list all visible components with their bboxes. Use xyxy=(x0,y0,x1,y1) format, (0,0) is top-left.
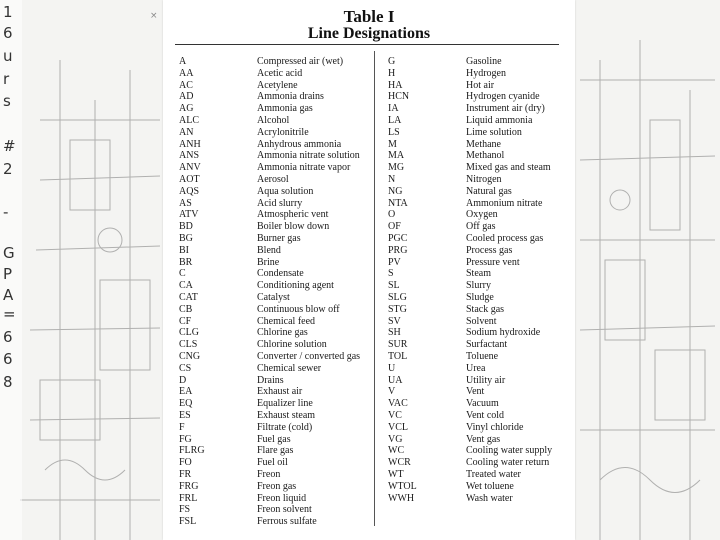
line-code: WC xyxy=(388,445,405,457)
side-char: 8 xyxy=(3,373,13,391)
line-code: SV xyxy=(388,315,401,327)
truncated-side-text xyxy=(0,0,22,540)
line-description: Oxygen xyxy=(466,209,498,221)
line-description: Toluene xyxy=(466,351,499,362)
line-code: G xyxy=(388,56,396,67)
line-code: LA xyxy=(388,115,402,126)
line-description: Hydrogen cyanide xyxy=(466,91,540,103)
line-description: Acrylonitrile xyxy=(257,126,309,138)
line-code: SUR xyxy=(388,339,408,351)
line-description: Natural gas xyxy=(466,185,512,197)
line-description: Chemical sewer xyxy=(257,362,322,374)
line-code: AC xyxy=(179,79,193,91)
line-description: Slurry xyxy=(466,280,491,292)
line-code: SLG xyxy=(388,292,407,303)
line-code: O xyxy=(388,209,396,221)
line-code: UA xyxy=(388,374,403,386)
table-subtitle: Line Designations xyxy=(307,25,431,42)
line-code: VG xyxy=(388,433,403,445)
line-code: FRL xyxy=(179,492,198,504)
line-code: CLG xyxy=(179,327,199,339)
line-code: NTA xyxy=(388,197,408,209)
line-description: Flare gas xyxy=(257,445,294,457)
line-description: Exhaust air xyxy=(257,386,303,398)
line-code: CNG xyxy=(179,351,201,362)
line-description: Hot air xyxy=(466,79,495,91)
line-description: Continuous blow off xyxy=(257,303,340,315)
line-description: Cooling water supply xyxy=(466,445,553,457)
line-description: Cooled process gas xyxy=(466,233,544,244)
line-description: Ammonia nitrate solution xyxy=(257,150,360,162)
line-description: Anhydrous ammonia xyxy=(257,138,342,150)
line-description: Drains xyxy=(257,374,284,386)
line-description: Chlorine gas xyxy=(257,327,308,339)
line-code: ANS xyxy=(179,150,200,162)
line-code: WWH xyxy=(388,492,415,504)
line-code: MA xyxy=(388,150,405,162)
line-description: Chlorine solution xyxy=(257,339,327,351)
line-description: Freon gas xyxy=(257,480,297,492)
line-code: NG xyxy=(388,185,403,197)
line-description: Aerosol xyxy=(257,174,289,185)
line-code: CB xyxy=(179,303,193,315)
line-code: CAT xyxy=(179,292,198,303)
line-description: Solvent xyxy=(466,315,497,327)
line-description: Aqua solution xyxy=(257,185,314,197)
line-code: FG xyxy=(179,433,192,445)
line-code: PV xyxy=(388,256,401,268)
line-code: ALC xyxy=(179,115,199,126)
line-code: H xyxy=(388,67,396,79)
line-code: AA xyxy=(179,67,194,79)
document-page xyxy=(150,0,575,540)
line-code: CF xyxy=(179,315,192,327)
line-description: Vacuum xyxy=(466,398,499,410)
line-description: Wash water xyxy=(466,492,513,504)
line-code: FS xyxy=(179,504,191,516)
line-code: ATV xyxy=(179,209,199,221)
line-description: Blend xyxy=(257,244,281,256)
line-description: Equalizer line xyxy=(257,398,313,410)
line-code: HCN xyxy=(388,91,410,103)
line-description: Stack gas xyxy=(466,303,505,315)
line-description: Compressed air (wet) xyxy=(257,56,344,67)
line-description: Exhaust steam xyxy=(257,410,316,421)
line-code: PGC xyxy=(388,233,408,244)
side-char: s xyxy=(3,92,11,110)
line-code: VC xyxy=(388,410,402,421)
line-description: Alcohol xyxy=(257,115,290,126)
line-description: Wet toluene xyxy=(466,480,514,492)
line-description: Filtrate (cold) xyxy=(257,421,313,433)
side-char: # xyxy=(3,137,16,155)
stray-mark: × xyxy=(150,11,158,21)
line-description: Surfactant xyxy=(466,339,508,351)
side-char: 6 xyxy=(3,24,13,42)
line-description: Vent cold xyxy=(466,410,505,421)
line-code: HA xyxy=(388,79,403,91)
line-code: CA xyxy=(179,280,193,292)
line-code: VAC xyxy=(388,398,408,410)
line-code: TOL xyxy=(388,351,408,362)
line-description: Utility air xyxy=(466,374,506,386)
line-description: Ammonia drains xyxy=(257,91,324,103)
line-description: Atmospheric vent xyxy=(257,209,329,221)
line-code: FO xyxy=(179,457,192,469)
line-description: Process gas xyxy=(466,244,513,256)
line-description: Ferrous sulfate xyxy=(257,516,317,528)
line-code: IA xyxy=(388,103,399,115)
line-code: SH xyxy=(388,327,401,339)
line-description: Ammonium nitrate xyxy=(466,197,543,209)
line-code: D xyxy=(179,374,187,386)
side-char: 6 xyxy=(3,350,13,368)
line-description: Sodium hydroxide xyxy=(466,327,541,339)
line-code: CLS xyxy=(179,339,198,351)
side-char: 2 xyxy=(3,160,13,178)
line-code: LS xyxy=(388,126,400,138)
line-description: Sludge xyxy=(466,292,494,303)
side-char: = xyxy=(3,305,16,323)
line-description: Acetic acid xyxy=(257,67,303,79)
line-description: Vent xyxy=(466,386,485,398)
line-code: U xyxy=(388,362,396,374)
line-description: Catalyst xyxy=(257,292,290,303)
line-code: WTOL xyxy=(388,480,417,492)
line-code: M xyxy=(388,138,397,150)
line-code: AG xyxy=(179,103,194,115)
line-description: Brine xyxy=(257,256,280,268)
line-code: ES xyxy=(179,410,191,421)
line-code: WCR xyxy=(388,457,411,469)
line-code: C xyxy=(179,268,186,280)
side-char: 6 xyxy=(3,328,13,346)
line-description: Condensate xyxy=(257,268,304,280)
line-code: BR xyxy=(179,256,193,268)
side-char: A xyxy=(3,286,14,304)
line-code: STG xyxy=(388,303,407,315)
line-code: WT xyxy=(388,469,404,480)
line-code: F xyxy=(179,421,185,433)
table-title: Table I xyxy=(343,7,395,26)
line-description: Fuel oil xyxy=(257,457,288,469)
side-char: - xyxy=(3,203,9,221)
line-code: BD xyxy=(179,221,193,233)
line-code: AOT xyxy=(179,174,200,185)
line-code: EA xyxy=(179,386,193,398)
line-description: Freon solvent xyxy=(257,504,312,516)
line-description: Instrument air (dry) xyxy=(466,103,545,115)
side-char: P xyxy=(3,265,13,283)
line-description: Urea xyxy=(466,362,486,374)
line-code: CS xyxy=(179,362,192,374)
line-description: Gasoline xyxy=(466,56,502,67)
line-description: Chemical feed xyxy=(257,315,316,327)
line-description: Acetylene xyxy=(257,79,298,91)
line-code: EQ xyxy=(179,398,193,410)
line-code: AN xyxy=(179,126,194,138)
line-code: ANH xyxy=(179,138,201,150)
header-rule xyxy=(175,44,559,45)
line-description: Boiler blow down xyxy=(257,221,330,233)
line-code: FRG xyxy=(179,480,199,492)
line-code: MG xyxy=(388,162,405,174)
line-code: FSL xyxy=(179,516,197,528)
line-description: Methane xyxy=(466,138,501,150)
line-code: AS xyxy=(179,197,192,209)
side-char: 1 xyxy=(3,3,13,21)
line-code: N xyxy=(388,174,396,185)
line-code: AD xyxy=(179,91,194,103)
line-description: Freon liquid xyxy=(257,492,307,504)
line-code: FLRG xyxy=(179,445,205,457)
line-description: Ammonia gas xyxy=(257,103,313,115)
line-code: PRG xyxy=(388,244,408,256)
line-description: Hydrogen xyxy=(466,67,506,79)
line-description: Cooling water return xyxy=(466,457,550,469)
side-char: r xyxy=(3,70,10,88)
line-description: Freon xyxy=(257,469,281,480)
line-description: Conditioning agent xyxy=(257,280,334,292)
line-code: SL xyxy=(388,280,400,292)
line-code: OF xyxy=(388,221,401,233)
line-code: ANV xyxy=(179,162,201,174)
line-code: V xyxy=(388,386,396,398)
line-code: A xyxy=(179,56,187,67)
line-description: Vent gas xyxy=(466,433,501,445)
column-divider xyxy=(374,51,375,526)
line-code: BG xyxy=(179,233,193,244)
line-description: Methanol xyxy=(466,150,505,162)
side-char: u xyxy=(3,47,13,65)
line-description: Converter / converted gas xyxy=(257,351,361,362)
line-code: FR xyxy=(179,469,192,480)
line-description: Pressure vent xyxy=(466,256,520,268)
line-description: Vinyl chloride xyxy=(466,421,524,433)
line-description: Acid slurry xyxy=(257,197,303,209)
line-description: Treated water xyxy=(466,469,521,480)
line-code: BI xyxy=(179,244,189,256)
line-code: VCL xyxy=(388,421,408,433)
line-description: Steam xyxy=(466,268,491,280)
line-description: Lime solution xyxy=(466,126,522,138)
line-description: Fuel gas xyxy=(257,433,291,445)
line-code: S xyxy=(388,268,394,280)
line-description: Ammonia nitrate vapor xyxy=(257,162,351,174)
line-description: Mixed gas and steam xyxy=(466,162,551,174)
line-description: Off gas xyxy=(466,221,496,233)
line-description: Nitrogen xyxy=(466,174,502,185)
side-char: G xyxy=(3,244,15,262)
line-code: AQS xyxy=(179,185,200,197)
line-description: Liquid ammonia xyxy=(466,115,533,126)
line-description: Burner gas xyxy=(257,233,301,244)
